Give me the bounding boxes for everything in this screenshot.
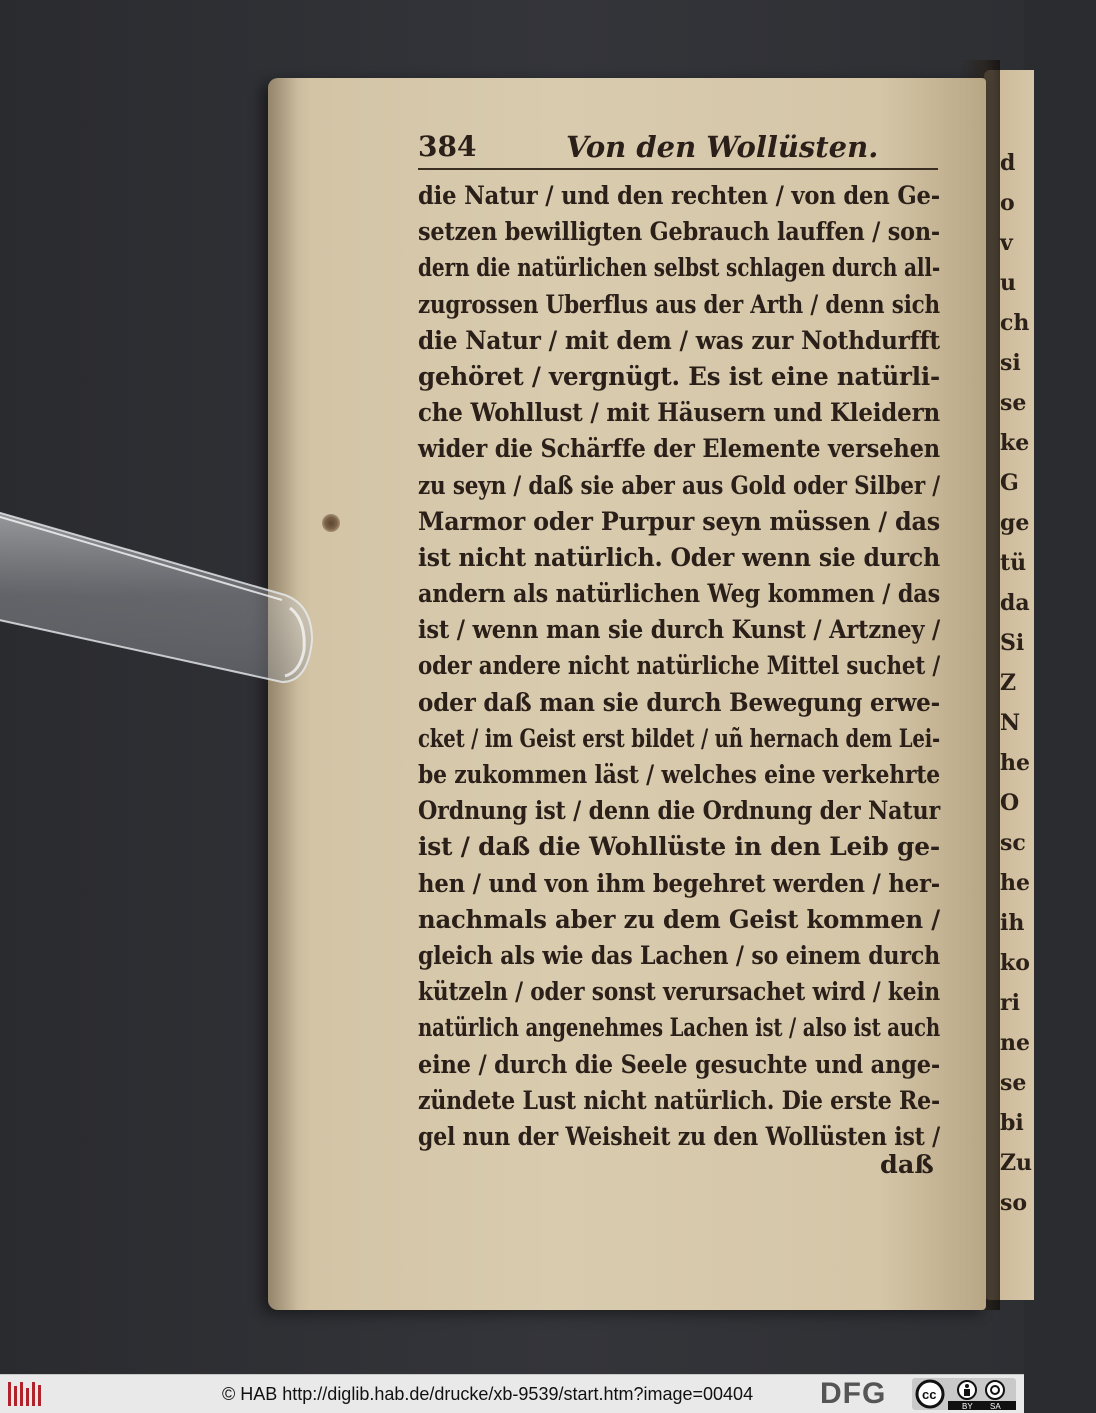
next-page-fragment: tü	[1000, 550, 1027, 576]
next-page-fragment: o	[1000, 190, 1015, 216]
text-line: eine / durch die Seele gesuchte und ange-	[418, 1049, 940, 1080]
text-line: ist / daß die Wohllüste in den Leib ge-	[418, 832, 940, 863]
next-page-fragment: bi	[1000, 1110, 1024, 1136]
catchword: daß	[880, 1150, 934, 1180]
text-line: cket / im Geist erst bildet / uñ hernach dem Lei-	[418, 723, 940, 754]
next-page-fragment: O	[1000, 790, 1020, 816]
next-page-fragment: Si	[1000, 630, 1025, 656]
next-page-fragment: ch	[1000, 310, 1030, 336]
text-line: Marmor oder Purpur seyn müssen / das	[418, 506, 940, 537]
page-edge-shadow	[268, 78, 298, 1310]
next-page-text	[1000, 150, 1033, 1230]
paper-stain	[322, 514, 340, 532]
svg-text:cc: cc	[922, 1387, 937, 1402]
text-line: zugrossen Uberflus aus der Arth / denn sich	[418, 289, 940, 320]
copyright-url[interactable]: © HAB http://diglib.hab.de/drucke/xb-9539/start.htm?image=00404	[222, 1384, 754, 1404]
next-page-fragment: da	[1000, 590, 1030, 616]
text-line: natürlich angenehmes Lachen ist / also ist auch	[418, 1013, 940, 1044]
next-page-fragment: Zu	[1000, 1150, 1033, 1176]
text-line: nachmals aber zu dem Geist kommen /	[418, 904, 940, 935]
next-page-fragment: se	[1000, 390, 1027, 416]
text-line: die Natur / mit dem / was zur Nothdurfft	[418, 325, 940, 356]
text-line: gleich als wie das Lachen / so einem durch	[418, 940, 940, 971]
next-page-fragment: N	[1000, 710, 1021, 736]
page-text	[418, 178, 940, 1155]
glass-page-holder	[0, 500, 320, 690]
next-page-fragment: ri	[1000, 990, 1020, 1016]
next-page-fragment: v	[1000, 230, 1013, 256]
next-page-fragment: u	[1000, 270, 1016, 296]
sa-icon	[986, 1381, 1004, 1399]
text-line: oder andere nicht natürliche Mittel suchet /	[418, 651, 940, 682]
license-label-sa: SA	[990, 1402, 1001, 1411]
next-page-fragment: ke	[1000, 430, 1030, 456]
text-line: oder daß man sie durch Bewegung erwe-	[418, 687, 940, 718]
next-page-fragment: he	[1000, 870, 1030, 896]
next-page-fragment: se	[1000, 1070, 1027, 1096]
text-line: ist nicht natürlich. Oder wenn sie durch	[418, 542, 940, 573]
text-line: setzen bewilligten Gebrauch lauffen / son-	[418, 217, 940, 248]
next-page-fragment: he	[1000, 750, 1030, 776]
text-line: gehöret / vergnügt. Es ist eine natürli-	[418, 361, 940, 392]
viewer-footer	[0, 1374, 1024, 1413]
next-page-fragment: ne	[1000, 1030, 1030, 1056]
text-line: wider die Schärffe der Elemente versehen	[418, 434, 940, 465]
next-page-fragment: d	[1000, 150, 1016, 176]
text-line: gel nun der Weisheit zu den Wollüsten ist /	[418, 1121, 940, 1152]
text-line: die Natur / und den rechten / von den Ge-	[418, 181, 940, 211]
cc-license-icon[interactable]	[912, 1378, 1016, 1410]
page-number: 384	[418, 130, 477, 163]
next-page-fragment: so	[1000, 1190, 1028, 1216]
text-line: be zukommen läst / welches eine verkehrte	[418, 760, 940, 790]
next-page-fragment: G	[1000, 470, 1019, 496]
next-page-fragment: ko	[1000, 950, 1030, 976]
header-rule	[418, 168, 938, 170]
text-line: dern die natürlichen selbst schlagen durch all-	[418, 253, 940, 284]
next-page-fragment: si	[1000, 350, 1021, 376]
text-line: zu seyn / daß sie aber aus Gold oder Silber /	[418, 470, 940, 501]
hab-logo-icon[interactable]	[6, 1379, 46, 1409]
next-page-fragment: sc	[1000, 830, 1026, 856]
next-page-fragment: Z	[1000, 670, 1017, 696]
text-line: andern als natürlichen Weg kommen / das	[418, 579, 940, 610]
running-head: Von den Wollüsten.	[566, 130, 879, 164]
text-line: kützeln / oder sonst verursachet wird / kein	[418, 977, 940, 1008]
text-line: Ordnung ist / denn die Ordnung der Natur	[418, 796, 940, 827]
text-line: hen / und von ihm begehret werden / her-	[418, 868, 940, 899]
next-page-fragment: ge	[1000, 510, 1030, 536]
dfg-logo[interactable]: DFG	[820, 1377, 887, 1410]
page-header	[418, 130, 938, 170]
license-label-by: BY	[962, 1402, 973, 1411]
text-line: che Wohllust / mit Häusern und Kleidern	[418, 398, 940, 429]
text-line: zündete Lust nicht natürlich. Die erste Re-	[418, 1085, 940, 1116]
next-page-fragment: ih	[1000, 910, 1025, 936]
text-line: ist / wenn man sie durch Kunst / Artzney /	[418, 615, 940, 646]
